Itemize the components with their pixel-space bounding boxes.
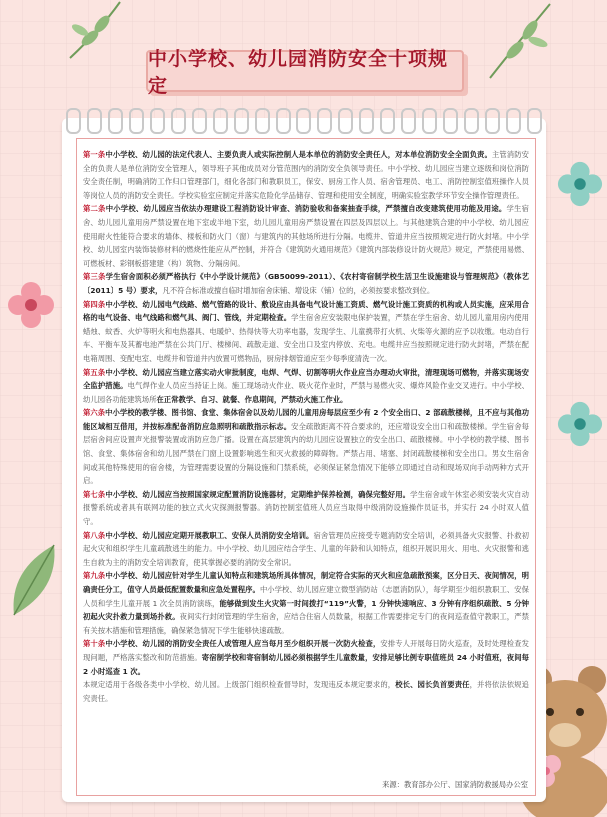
page-title: 中小学校、幼儿园消防安全十项规定 bbox=[148, 48, 449, 97]
binder-ring bbox=[234, 108, 249, 134]
article-number: 第七条 bbox=[83, 489, 106, 499]
binder-ring bbox=[171, 108, 186, 134]
binder-ring bbox=[317, 108, 332, 134]
article-7 bbox=[83, 488, 529, 529]
binder-ring bbox=[192, 108, 207, 134]
binder-ring bbox=[150, 108, 165, 134]
article-bold-text: 在正常教学、自习、就餐、作息期间，严禁动火施工作业。 bbox=[156, 394, 348, 404]
article-number: 第九条 bbox=[83, 571, 106, 581]
binder-ring bbox=[527, 108, 542, 134]
article-bold-text: 中小学校、幼儿园应当按照国家规定配置消防设施器材，定期维护保养检测，确保完整好用。 bbox=[105, 489, 411, 499]
binder-ring bbox=[338, 108, 353, 134]
article-9 bbox=[83, 569, 529, 637]
binder-ring bbox=[380, 108, 395, 134]
article-text: 电气焊作业人员应当持证上岗。施工现场动火作业、吸火花作业时，严禁与易燃火灾、爆炸风险作业交叉进行。中小学校、幼儿园各功能建筑场所 bbox=[83, 381, 529, 404]
binder-ring bbox=[129, 108, 144, 134]
binder-ring bbox=[276, 108, 291, 134]
title-banner bbox=[146, 48, 464, 97]
binder-ring bbox=[485, 108, 500, 134]
article-1 bbox=[83, 148, 529, 202]
article-bold-text: 中小学校、幼儿园的法定代表人、主要负责人或实际控制人是本单位的消防安全责任人，对本单位消防安全全面负责。 bbox=[105, 150, 492, 159]
article-number: 第一条 bbox=[83, 150, 106, 159]
closing-paragraph bbox=[83, 678, 529, 705]
article-number: 第八条 bbox=[83, 530, 106, 540]
flower-icon bbox=[556, 160, 604, 208]
article-number: 第五条 bbox=[83, 367, 106, 377]
article-8 bbox=[83, 529, 529, 570]
closing-text: ，并将依法依规追究责任。 bbox=[83, 680, 529, 703]
flower-icon bbox=[6, 280, 56, 330]
article-6 bbox=[83, 406, 529, 488]
article-number: 第十条 bbox=[83, 639, 106, 649]
article-4 bbox=[83, 298, 529, 366]
closing-bold-text: 校长、园长负首要责任 bbox=[395, 680, 470, 690]
binder-ring bbox=[464, 108, 479, 134]
article-number: 第二条 bbox=[83, 204, 106, 214]
article-text: 学生宿舍或午休室必须安装火灾自动报警系统或者具有联网功能的独立式火灾探测报警器。消防控制室值班人员应当取得中级消防设施操作员证书，并实行 24 小时双人值守。 bbox=[83, 489, 529, 527]
article-text: 夜间实行封闭管理的学生宿舍，应结合住宿人员数量，根据工作需要排定专门的夜间巡查值守教职工，严禁有关按木措施和管理措施，确保紧急情况下学生能够快速疏散。 bbox=[83, 612, 529, 635]
article-bold-text: 中小学校、幼儿园的消防安全责任人或管理人应当每月至少组织开展一次防火检查， bbox=[105, 639, 381, 649]
article-2 bbox=[83, 202, 529, 270]
article-text: 安排专人开展每日防火巡查，及时处理检查发现问题，严格落实整改和防范措施。 bbox=[83, 639, 529, 662]
binder-ring bbox=[213, 108, 228, 134]
article-bold-text: 中小学校、幼儿园电气线路、燃气管路的设计、敷设应由具备电气设计施工资质、燃气设计施工资质的机构或人员实施，应采用合格的电气设备、电气线路和燃气具、阀门、管线，并定期检查。 bbox=[83, 299, 529, 323]
leaf-branch-icon bbox=[60, 0, 130, 60]
binder-ring bbox=[506, 108, 521, 134]
article-5 bbox=[83, 366, 529, 407]
binder-ring bbox=[443, 108, 458, 134]
binder-ring bbox=[87, 108, 102, 134]
article-text: 学生宿舍、幼儿园儿童用房严禁设置在地下室或半地下室，幼儿园儿童用房严禁设置在四层及四层以上。与其他建筑合建的中小学校、幼儿园应使用耐火性能符合要求的墙体、楼板和防火门（窗）与建筑内的其他场所进行分隔。电缆井、管道井应当按照规定进行防火封堵。中小学校、幼儿园室内装饰装修材料的燃烧性能应从严控制，并符合《建筑防火通用规范》《建筑内部装修设计防火规范》规定，严禁使用易燃、可燃板材、彩钢板搭建建（构）筑物、分隔房间。 bbox=[83, 204, 529, 268]
leaf-icon bbox=[4, 540, 64, 620]
article-text: 安全疏散距离不符合要求的，还应增设安全出口和疏散楼梯。学生宿舍每层宿舍间应设置声光报警装置或消防应急广播。设置在高层建筑内的幼儿园应设置独立的安全出口、疏散楼梯。中小学校的教学楼、图书馆、食堂、集体宿舍和幼儿园严禁在门窗上设置影响逃生和灭火救援的障碍物。严禁占用、堵塞、封闭疏散楼梯和安全出口。男女生宿舍间或其他特殊使用的宿舍楼，为管理需要设置的分隔设施和门禁系统，必须保证紧急情况下能够立即通过自动和现场双向手动两种方式开启。 bbox=[83, 421, 529, 486]
binder-ring bbox=[108, 108, 123, 134]
article-number: 第四条 bbox=[83, 299, 106, 309]
binder-rings bbox=[66, 108, 542, 132]
binder-ring bbox=[255, 108, 270, 134]
article-bold-text: 中小学校、幼儿园应当建立落实动火审批制度，电焊、气焊、切割等明火作业应当办理动火审批，清理现场可燃物，并落实现场安全监护措施。 bbox=[83, 367, 529, 391]
article-bold-text: 中小学校的教学楼、图书馆、食堂、集体宿舍以及幼儿园的儿童用房每层应至少有 2 个安全出口、2 部疏散楼梯，且不应与其他功能区域相互借用，并按标准配备消防应急照明和疏散指示标志。 bbox=[83, 408, 529, 431]
closing-text: 本规定适用于各级各类中小学校、幼儿园。上级部门组织检查督导时，发现违反本规定要求的， bbox=[83, 680, 396, 690]
article-bold-text: 学生宿舍面积必须严格执行《中小学设计规范》（GB50099-2011）、《农村寄宿制学校生活卫生设施建设与管理规范》（教体艺〔2011〕5 号）要求， bbox=[83, 272, 529, 295]
article-text: 主管消防安全的负责人是单位消防安全管理人，领导班子其他成员对分管范围内的消防安全负领导责任。中小学校、幼儿园应当建立逐级和岗位消防安全责任制，明确消防工作归口管理部门，细化各部门和教职员工，保安、厨房工作人员、宿舍管理员、电工、消防控制室值班操作人员等岗位人员的消防安全责任。学校实验室应制定并落实危险化学品储存、管理和使用安全制度，明确实验室教学环节安全操作管理责任。 bbox=[83, 150, 529, 200]
article-text: 中小学校、幼儿园应建立微型消防站（志愿消防队），每学期至少组织教职工、安保人员和学生儿童开展 1 次全员消防演练， bbox=[83, 585, 529, 608]
leaf-branch-icon bbox=[480, 0, 560, 80]
article-10 bbox=[83, 637, 529, 678]
flower-icon bbox=[556, 400, 604, 448]
article-bold-text: 中小学校、幼儿园应当依法办理建设工程消防设计审查、消防验收和备案抽查手续，严禁擅自改变建筑使用功能及用途。 bbox=[105, 204, 507, 214]
article-bold-text: 中小学校、幼儿园应针对学生儿童认知特点和建筑场所具体情况，制定符合实际的灭火和应急疏散预案，区分日天、夜间情况，明确责任分工，值守人员最低配置数量和应急处置程序。 bbox=[83, 571, 529, 594]
article-text: 凡不符合标准或擅自临时增加宿舍床铺、增设床（铺）位的，必须按要求整改到位。 bbox=[162, 285, 435, 295]
article-bold-text: 中小学校、幼儿园应定期开展教职工、安保人员消防安全培训。 bbox=[105, 530, 314, 540]
article-text: 学生宿舍应安装限电保护装置，严禁在学生宿舍、幼儿园儿童用房内使用蜡烛、蚊香、火炉等明火和电热器具、电暖炉、热得快等大功率电器，发现学生、儿童携带打火机、火柴等火源的应予以收缴。电动自行车、平衡车及其蓄电池严禁在公共门厅、楼梯间、疏散走道、安全出口及室内停放、充电。电缆井应当按照规定进行防火封堵，严禁在配电箱周围、变配电室、电缆井和管道井内放置可燃物品，厨房排烟管道应至少每季度清洗一次。 bbox=[83, 313, 529, 363]
binder-ring bbox=[422, 108, 437, 134]
document-paper bbox=[76, 138, 536, 796]
article-bold-text: 能够做到发生火灾第一时间拨打“119”火警，1 分钟快速响应、3 分钟有序组织疏散、5 分钟初起火灾扑救力量到场扑救。 bbox=[83, 598, 529, 622]
binder-ring bbox=[359, 108, 374, 134]
article-number: 第三条 bbox=[83, 272, 106, 282]
binder-ring bbox=[296, 108, 311, 134]
article-text: 宿舍管理员应接受专题消防安全培训，必须具备火灾报警、扑救初起火灾和组织学生儿童疏散逃生的能力。中小学校、幼儿园应结合学生、儿童的年龄和认知特点，组织开展识用火、用电、火灾报警和逃生自救为主的消防安全培训教育，使其掌握必要的消防安全常识。 bbox=[83, 530, 529, 567]
article-3 bbox=[83, 270, 529, 297]
source-note: 来源：教育部办公厅、国家消防救援局办公室 bbox=[382, 780, 528, 789]
binder-ring bbox=[401, 108, 416, 134]
article-bold-text: 寄宿制学校和寄宿制幼儿园必须根据学生儿童数量，安排足够比例专职值班员 24 小时值班，夜间每 2 小时巡查 1 次。 bbox=[83, 652, 529, 676]
article-number: 第六条 bbox=[83, 408, 106, 418]
regulation-content bbox=[83, 148, 529, 705]
binder-ring bbox=[66, 108, 81, 134]
